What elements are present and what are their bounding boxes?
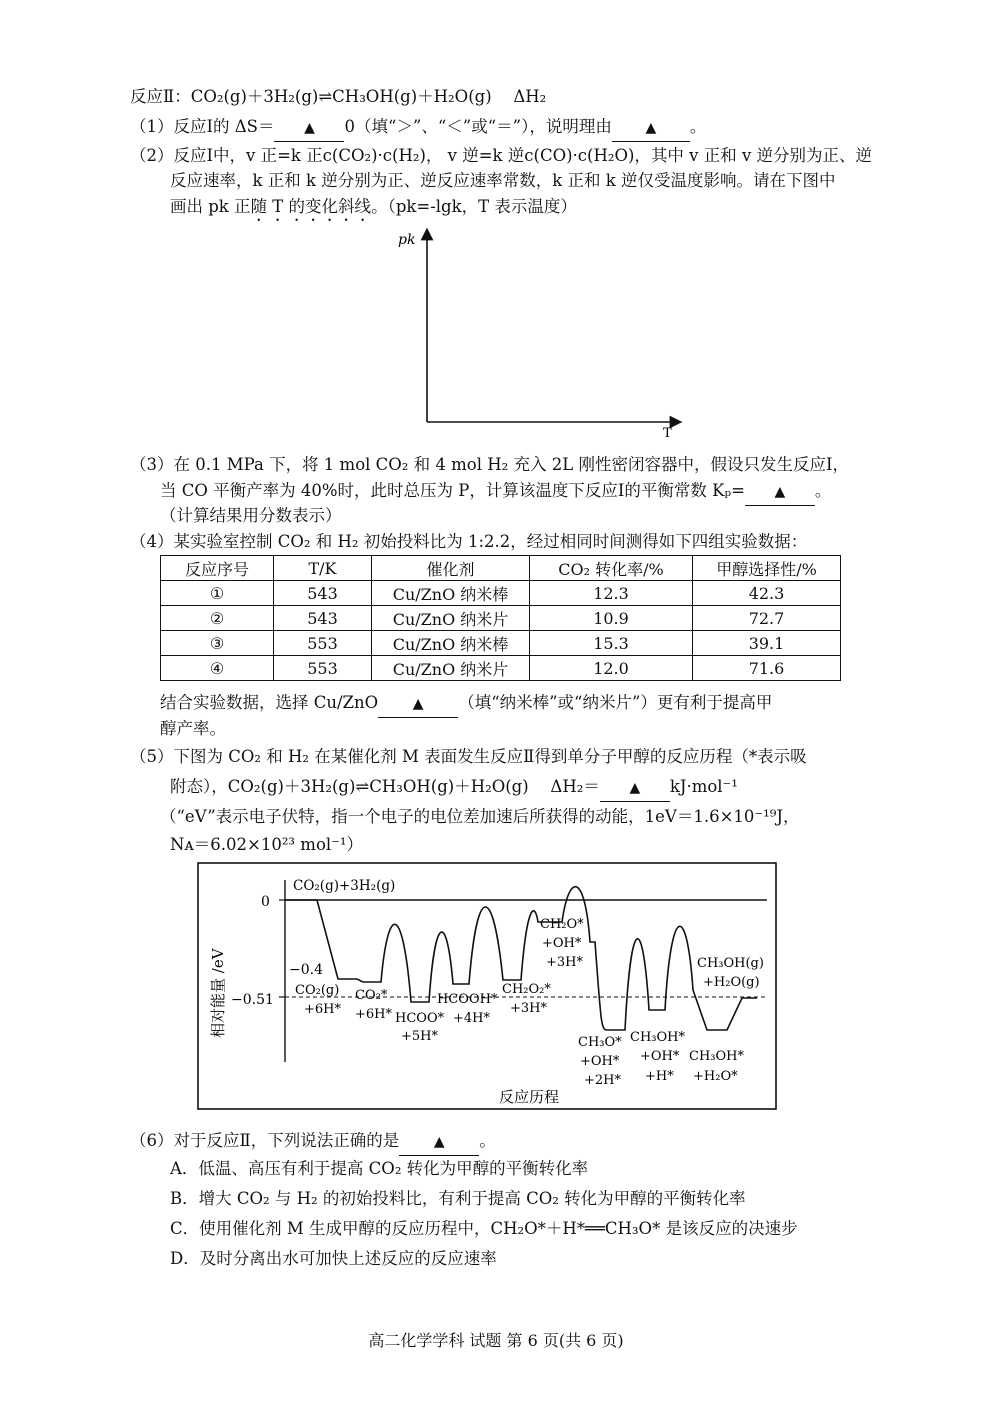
state-label-1b: +6H* [304,1002,342,1017]
q2-emphasis-text: 随 T 的变化斜线 [250,197,372,216]
state-label-6b: +OH* [542,936,582,951]
state-label-6a: CH₂O* [540,917,584,932]
state-label-2a: CO₂* [355,988,388,1003]
table-cell: ① [161,581,274,606]
experiment-data-table [160,555,841,681]
y-tick-neg-04: −0.4 [289,962,323,978]
table-header: 甲醇选择性/% [693,556,841,581]
table-cell: 72.7 [693,606,841,631]
y-tick-neg-051: −0.51 [231,992,274,1008]
table-header-row [161,556,841,581]
pk-vs-t-graph[interactable] [390,226,690,441]
y-tick-0: 0 [261,894,270,910]
question-2-line-1: （2）反应Ⅰ中，v 正=k 正c(CO₂)·c(H₂)， v 逆=k 逆c(CO)·c(H₂O)，其中 v 正和 v 逆分别为正、逆 [130,146,873,165]
q1-text-b: 0（填“＞”、“＜”或“＝”），说明理由 [344,117,612,136]
question-2-line-3 [170,194,577,225]
x-axis-label: T [663,426,672,441]
table-header: 催化剂 [372,556,530,581]
q3-text-b: 。 [814,481,832,500]
table-cell: 553 [274,631,372,656]
q4-text-b: （填“纳米棒”或“纳米片”）更有利于提高甲 [458,693,773,712]
q5-text-a: 附态），CO₂(g)＋3H₂(g)⇌CH₃OH(g)＋H₂O(g) ΔH₂＝ [170,777,600,796]
table-cell: 12.0 [530,656,693,681]
table-cell: 10.9 [530,606,693,631]
option-d[interactable]: D．及时分离出水可加快上述反应的反应速率 [170,1249,497,1268]
question-3-line-3: （计算结果用分数表示） [160,506,342,525]
table-cell: 39.1 [693,631,841,656]
table-cell: 553 [274,656,372,681]
table-cell: 543 [274,606,372,631]
table-cell: 42.3 [693,581,841,606]
answer-blank-q1-reason[interactable]: ▲ [612,115,690,142]
q3-text-a: 当 CO 平衡产率为 40%时，此时总压为 P，计算该温度下反应Ⅰ的平衡常数 Kₚ= [160,481,745,500]
question-5-line-3: （“eV”表示电子伏特，指一个电子的电位差加速后所获得的动能，1eV＝1.6×10⁻¹⁹J， [160,807,800,826]
state-label-1a: CO₂(g) [295,983,340,998]
table-row [161,656,841,681]
option-a[interactable]: A．低温、高压有利于提高 CO₂ 转化为甲醇的平衡转化率 [170,1159,589,1178]
table-cell: 71.6 [693,656,841,681]
table-cell: 12.3 [530,581,693,606]
question-4-line-1: （4）某实验室控制 CO₂ 和 H₂ 初始投料比为 1:2.2，经过相同时间测得如下四组实验数据： [130,532,808,551]
table-cell: 543 [274,581,372,606]
y-axis-label: pk [398,232,416,248]
table-cell: Cu/ZnO 纳米棒 [372,631,530,656]
state-label-7c: +2H* [584,1073,622,1088]
table-cell: Cu/ZnO 纳米片 [372,606,530,631]
state-label-7b: +OH* [580,1054,620,1069]
answer-blank-q1-sign[interactable]: ▲ [274,115,344,142]
table-header: T/K [274,556,372,581]
table-header: 反应序号 [161,556,274,581]
question-4-line-3: 醇产率。 [160,719,226,738]
table-cell: Cu/ZnO 纳米片 [372,656,530,681]
question-3-line-2 [160,478,831,506]
answer-blank-q5[interactable]: ▲ [600,775,670,802]
q4-text-a: 结合实验数据，选择 Cu/ZnO [160,693,379,712]
state-label-3b: +5H* [401,1029,439,1044]
q2-text-a: 画出 pk 正 [170,197,251,216]
question-5-line-1: （5）下图为 CO₂ 和 H₂ 在某催化剂 M 表面发生反应Ⅱ得到单分子甲醇的反应历程（*表示吸 [130,747,807,766]
state-label-6c: +3H* [546,955,584,970]
state-label-8c: +H* [645,1069,674,1084]
question-5-line-2 [170,774,738,802]
question-6-line-1 [130,1128,496,1156]
table-cell: ③ [161,631,274,656]
state-label-8a: CH₃OH* [630,1030,685,1045]
answer-blank-q6[interactable]: ▲ [399,1129,479,1156]
page-footer: 高二化学学科 试题 第 6 页(共 6 页) [368,1331,624,1350]
question-5-line-4: Nᴀ＝6.02×10²³ mol⁻¹） [170,835,363,854]
question-4-line-2 [160,690,772,718]
table-row [161,606,841,631]
state-label-4a: HCOOH* [437,992,498,1007]
state-label-4b: +4H* [453,1011,491,1026]
state-label-7a: CH₃O* [578,1035,622,1050]
table-cell: ④ [161,656,274,681]
q1-text-c: 。 [689,117,707,136]
question-1 [130,114,706,142]
state-label-end-a: CH₃OH(g) [697,956,764,971]
question-2-line-2: 反应速率，k 正和 k 逆分别为正、逆反应速率常数，k 正和 k 逆仅受温度影响。请在下图中 [170,171,836,190]
state-label-5b: +3H* [510,1001,548,1016]
state-label-9a: CH₃OH* [689,1049,744,1064]
answer-blank-q3[interactable]: ▲ [745,479,815,506]
q6-text-b: 。 [479,1131,496,1150]
reaction-2-equation: 反应Ⅱ：CO₂(g)＋3H₂(g)⇌CH₃OH(g)＋H₂O(g) ΔH₂ [130,87,547,106]
q2-text-c: 。（pk=-lgk，T 表示温度） [371,197,577,216]
x-axis-title: 反应历程 [499,1088,560,1106]
q1-text-a: （1）反应Ⅰ的 ΔS＝ [130,117,275,136]
table-row [161,631,841,656]
state-label-start: CO₂(g)+3H₂(g) [293,878,396,894]
table-cell: Cu/ZnO 纳米棒 [372,581,530,606]
energy-profile-diagram [197,862,779,1112]
option-b[interactable]: B．增大 CO₂ 与 H₂ 的初始投料比，有利于提高 CO₂ 转化为甲醇的平衡转化率 [170,1189,746,1208]
answer-blank-q4[interactable]: ▲ [378,691,458,718]
table-cell: 15.3 [530,631,693,656]
state-label-5a: CH₂O₂* [502,982,551,997]
option-c[interactable]: C．使用催化剂 M 生成甲醇的反应历程中，CH₂O*＋H*══CH₃O* 是该反应的决速步 [170,1219,798,1238]
table-row [161,581,841,606]
question-3-line-1: （3）在 0.1 MPa 下，将 1 mol CO₂ 和 4 mol H₂ 充入 2L 刚性密闭容器中，假设只发生反应Ⅰ， [130,455,849,474]
state-label-3a: HCOO* [395,1011,445,1026]
state-label-8b: +OH* [640,1049,680,1064]
q6-text-a: （6）对于反应Ⅱ，下列说法正确的是 [130,1131,400,1150]
q5-text-b: kJ·mol⁻¹ [669,777,738,796]
state-label-9b: +H₂O* [693,1069,738,1084]
state-label-2b: +6H* [355,1007,393,1022]
table-header: CO₂ 转化率/% [530,556,693,581]
table-cell: ② [161,606,274,631]
state-label-end-b: +H₂O(g) [703,975,760,990]
y-axis-title: 相对能量 /eV [209,948,227,1038]
